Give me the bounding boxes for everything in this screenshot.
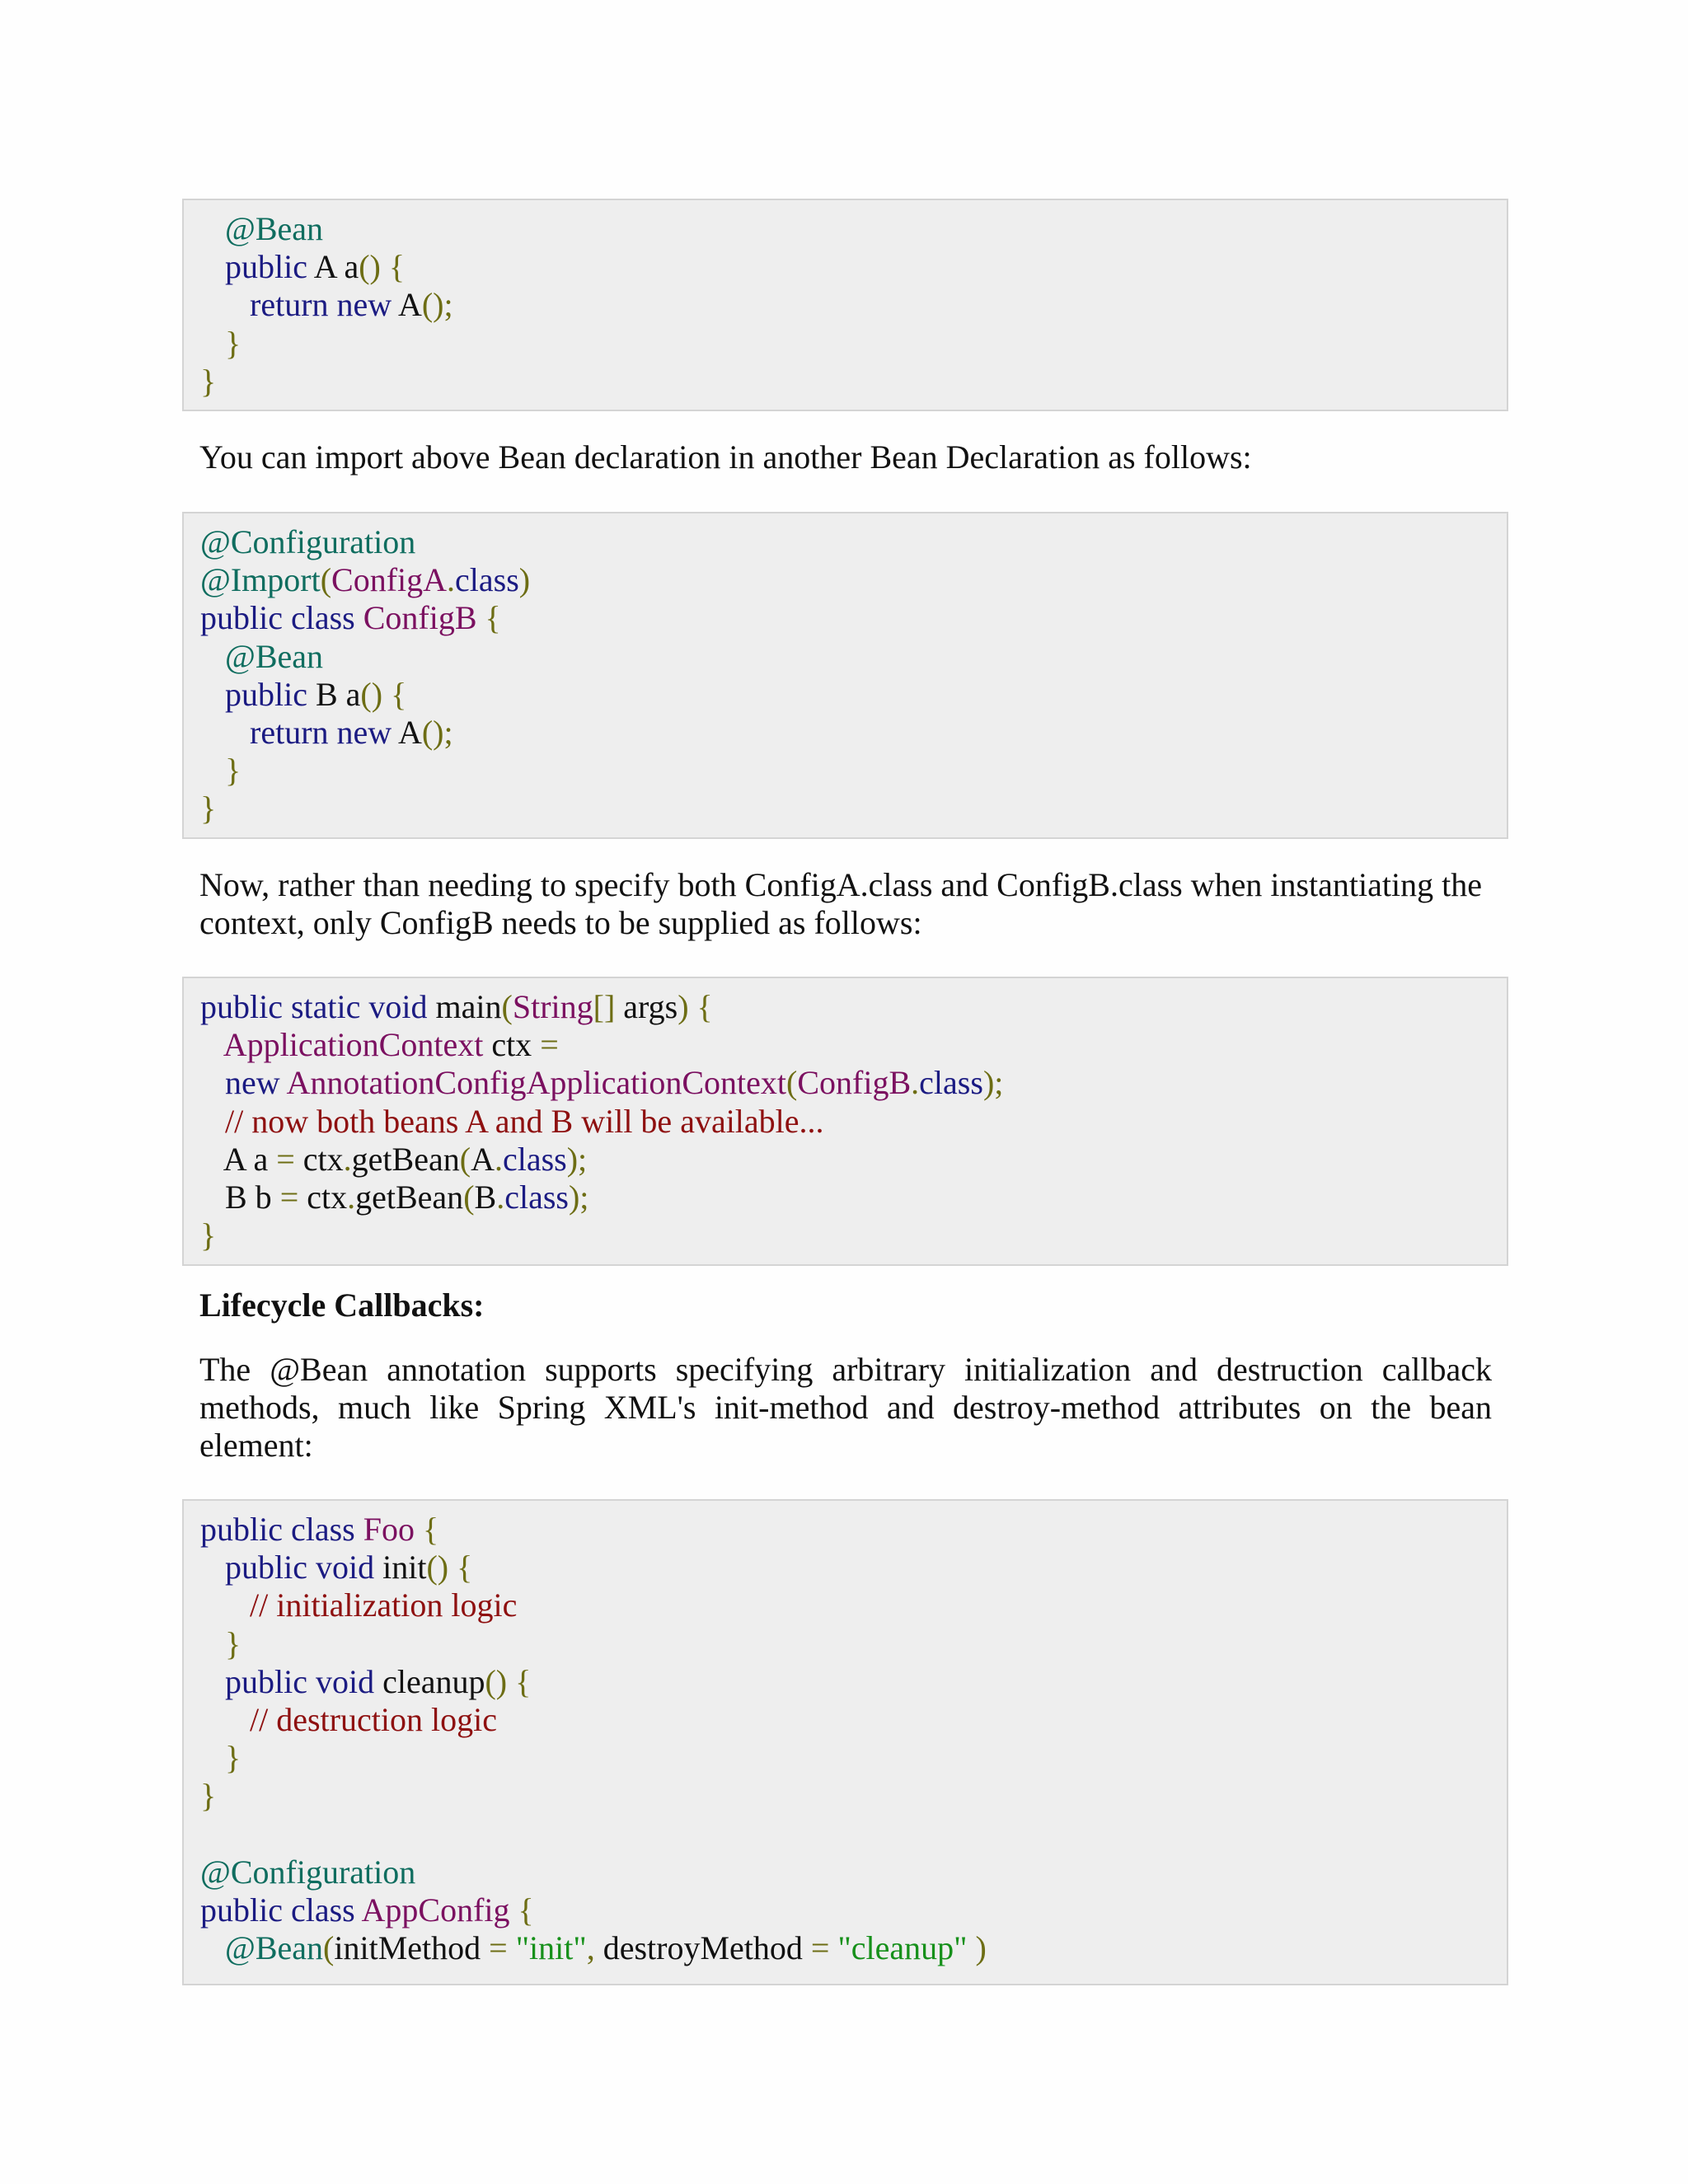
code-token: () xyxy=(485,1662,508,1700)
code-token: // now both beans A and B will be available... xyxy=(225,1102,824,1140)
code-line xyxy=(200,790,1507,827)
code-token: class xyxy=(455,561,519,599)
code-line xyxy=(200,638,1507,676)
code-line xyxy=(200,1179,1507,1216)
code-token: class xyxy=(502,1140,567,1178)
code-token: static xyxy=(290,988,361,1025)
code-token: ( xyxy=(786,1064,798,1102)
code-token: A a xyxy=(307,248,359,286)
code-token: class xyxy=(290,1891,355,1929)
code-line xyxy=(200,1701,1507,1739)
code-token: ctx xyxy=(298,1178,348,1216)
code-token: // destruction logic xyxy=(250,1700,497,1738)
code-token xyxy=(200,676,225,713)
code-token xyxy=(355,599,363,636)
code-line xyxy=(200,210,1507,248)
code-line xyxy=(200,1026,1507,1064)
code-token xyxy=(448,1549,457,1586)
code-line xyxy=(200,1064,1507,1102)
code-token: initMethod xyxy=(334,1929,490,1967)
code-token xyxy=(283,1891,291,1929)
code-line xyxy=(200,561,1507,599)
code-token: A a xyxy=(200,1140,277,1178)
code-token: } xyxy=(225,324,241,362)
code-token: (); xyxy=(421,713,453,751)
code-token xyxy=(508,1929,516,1966)
code-token: public xyxy=(225,248,307,286)
code-token: public xyxy=(200,1511,283,1548)
code-token xyxy=(307,1549,316,1586)
code-token: @Bean xyxy=(225,637,324,675)
code-token: ConfigA xyxy=(331,561,448,599)
code-line xyxy=(200,325,1507,363)
code-token xyxy=(689,988,697,1025)
code-token: new xyxy=(336,713,392,751)
code-token: () xyxy=(359,248,381,286)
code-token: (); xyxy=(421,286,453,324)
code-token: ConfigB xyxy=(797,1064,912,1102)
code-token: new xyxy=(336,286,392,324)
code-token: } xyxy=(225,1624,241,1662)
code-token: // initialization logic xyxy=(250,1586,518,1624)
code-token: { xyxy=(696,988,713,1025)
code-block-foo-appconfig xyxy=(182,1499,1508,1985)
paragraph-import-intro: You can import above Bean declaration in another Bean Declaration as follows: xyxy=(199,438,1252,476)
code-token: A xyxy=(471,1140,495,1178)
code-token: ) xyxy=(518,561,531,599)
code-token: public xyxy=(225,1549,307,1586)
code-token: ApplicationContext xyxy=(223,1026,484,1064)
code-token: ) xyxy=(967,1929,987,1967)
code-token xyxy=(382,676,391,713)
code-token: { xyxy=(485,599,501,637)
code-token xyxy=(200,1026,223,1063)
code-token xyxy=(355,1891,362,1929)
code-token xyxy=(829,1929,837,1966)
code-token xyxy=(200,248,225,285)
code-token: B b xyxy=(200,1178,280,1216)
code-token: = xyxy=(540,1026,559,1064)
code-token: AnnotationConfigApplicationContext xyxy=(286,1064,787,1102)
code-line xyxy=(200,1586,1507,1624)
code-token xyxy=(200,1663,225,1700)
code-token: @Configuration xyxy=(200,1853,416,1891)
code-block-configb xyxy=(182,512,1508,839)
code-token xyxy=(415,1511,423,1548)
code-token: @Import xyxy=(200,561,321,599)
code-token xyxy=(381,248,389,285)
code-token: { xyxy=(518,1891,534,1929)
code-token: . xyxy=(343,1140,352,1178)
code-token: { xyxy=(391,675,407,713)
code-token: B a xyxy=(307,675,361,713)
code-token: public xyxy=(200,988,283,1025)
code-line xyxy=(200,752,1507,790)
code-token xyxy=(510,1891,518,1929)
code-token xyxy=(200,210,225,247)
code-token xyxy=(200,325,225,362)
code-block-bean-a xyxy=(182,199,1508,411)
code-token xyxy=(283,1511,291,1548)
code-token: @Configuration xyxy=(200,523,416,560)
code-token: } xyxy=(225,752,241,790)
code-token: AppConfig xyxy=(361,1891,510,1929)
code-token: ); xyxy=(982,1064,1004,1102)
code-token: ( xyxy=(501,988,513,1025)
code-token: ); xyxy=(568,1178,589,1216)
code-token: "cleanup" xyxy=(837,1929,968,1967)
code-token: String xyxy=(512,988,593,1025)
code-line xyxy=(200,523,1507,561)
code-token: class xyxy=(290,1511,355,1548)
code-token xyxy=(200,1929,225,1966)
code-token xyxy=(200,1586,250,1624)
code-line xyxy=(200,1549,1507,1586)
code-line xyxy=(200,714,1507,752)
code-token: A xyxy=(392,286,422,324)
code-token xyxy=(200,1739,225,1776)
code-line xyxy=(200,1739,1507,1777)
code-token: @Bean xyxy=(225,1929,324,1967)
code-token: ( xyxy=(320,561,332,599)
code-token: @Bean xyxy=(225,210,324,247)
code-token: class xyxy=(504,1178,569,1216)
code-line xyxy=(200,1625,1507,1663)
code-token: class xyxy=(290,599,355,637)
code-token xyxy=(283,988,291,1025)
code-token xyxy=(200,752,225,789)
code-token: B xyxy=(474,1178,497,1216)
code-token: = xyxy=(489,1929,508,1967)
code-line xyxy=(200,1929,1507,1967)
code-line xyxy=(200,286,1507,324)
code-token: void xyxy=(368,988,428,1025)
code-token: public xyxy=(225,675,307,713)
code-token xyxy=(283,599,291,636)
code-token: ( xyxy=(463,1178,475,1216)
code-token: . xyxy=(494,1140,503,1178)
code-token: ); xyxy=(566,1140,588,1178)
code-token xyxy=(200,638,225,675)
code-token xyxy=(355,1511,363,1548)
code-token: . xyxy=(347,1178,356,1216)
code-token: public xyxy=(200,599,283,637)
code-line xyxy=(200,1777,1507,1815)
code-token xyxy=(507,1663,515,1700)
code-token: . xyxy=(911,1064,920,1102)
code-token: } xyxy=(225,1739,241,1777)
code-token: void xyxy=(315,1549,375,1586)
paragraph-configb-context: Now, rather than needing to specify both ConfigA.class and ConfigB.class when instantiating the context, only ConfigB needs to be supplied as follows: xyxy=(199,866,1482,941)
code-line xyxy=(200,599,1507,637)
code-line xyxy=(200,1891,1507,1929)
code-line xyxy=(200,1141,1507,1179)
code-token: void xyxy=(315,1662,375,1700)
code-token: args xyxy=(615,988,678,1025)
code-block-main xyxy=(182,977,1508,1266)
code-token: . xyxy=(496,1178,505,1216)
code-token: } xyxy=(200,790,217,827)
code-token: { xyxy=(457,1549,473,1586)
code-token: } xyxy=(200,362,217,400)
code-token: } xyxy=(200,1777,217,1815)
code-token: "init" xyxy=(515,1929,587,1967)
code-token: () xyxy=(360,675,383,713)
code-token: public xyxy=(225,1662,307,1700)
code-token: class xyxy=(919,1064,983,1102)
code-token: ( xyxy=(459,1140,471,1178)
code-line xyxy=(200,363,1507,401)
code-token xyxy=(307,1663,316,1700)
code-line xyxy=(200,1663,1507,1701)
code-line xyxy=(200,676,1507,714)
paragraph-lifecycle-description: The @Bean annotation supports specifying arbitrary initialization and destruction callback methods, much like Spring XML's init-method and destroy-method attributes on the bean element: xyxy=(199,1351,1492,1464)
code-token: { xyxy=(515,1662,532,1700)
code-token: getBean xyxy=(355,1178,464,1216)
code-token xyxy=(200,1103,225,1140)
code-token xyxy=(477,599,485,636)
code-token: getBean xyxy=(351,1140,460,1178)
code-line xyxy=(200,1103,1507,1141)
code-token xyxy=(329,714,337,751)
code-token: . xyxy=(447,561,456,599)
code-token: ) xyxy=(678,988,689,1025)
code-token: return xyxy=(250,286,329,324)
code-token xyxy=(200,1549,225,1586)
code-line xyxy=(200,248,1507,286)
code-token: init xyxy=(374,1549,427,1586)
code-token: main xyxy=(427,988,502,1025)
code-token xyxy=(360,988,368,1025)
code-token: cleanup xyxy=(374,1662,485,1700)
code-token: public xyxy=(200,1891,283,1929)
code-token: ctx xyxy=(483,1026,541,1064)
code-line xyxy=(200,1511,1507,1549)
code-token: ctx xyxy=(294,1140,344,1178)
code-token: { xyxy=(388,248,406,286)
code-token xyxy=(329,286,337,323)
code-line xyxy=(200,1816,1507,1854)
code-token: Foo xyxy=(363,1511,415,1548)
code-line xyxy=(200,1854,1507,1891)
code-token xyxy=(200,1701,250,1738)
code-token: destroyMethod xyxy=(594,1929,811,1967)
code-token: ( xyxy=(323,1929,335,1967)
code-token xyxy=(200,714,250,751)
code-token: new xyxy=(225,1064,280,1102)
code-token: ConfigB xyxy=(363,599,477,637)
code-token: = xyxy=(276,1140,295,1178)
code-token: [] xyxy=(593,988,616,1025)
section-heading-lifecycle: Lifecycle Callbacks: xyxy=(199,1286,485,1324)
code-token: } xyxy=(200,1216,217,1254)
code-token: = xyxy=(279,1178,299,1216)
code-token: A xyxy=(392,713,422,751)
code-token xyxy=(200,1625,225,1662)
code-token xyxy=(200,1064,225,1101)
code-token: { xyxy=(423,1511,439,1548)
code-token: () xyxy=(426,1549,449,1586)
code-token: , xyxy=(586,1929,595,1967)
code-token: = xyxy=(810,1929,830,1967)
code-token: return xyxy=(250,713,329,751)
code-line xyxy=(200,988,1507,1026)
code-line xyxy=(200,1216,1507,1254)
code-token xyxy=(200,286,250,323)
